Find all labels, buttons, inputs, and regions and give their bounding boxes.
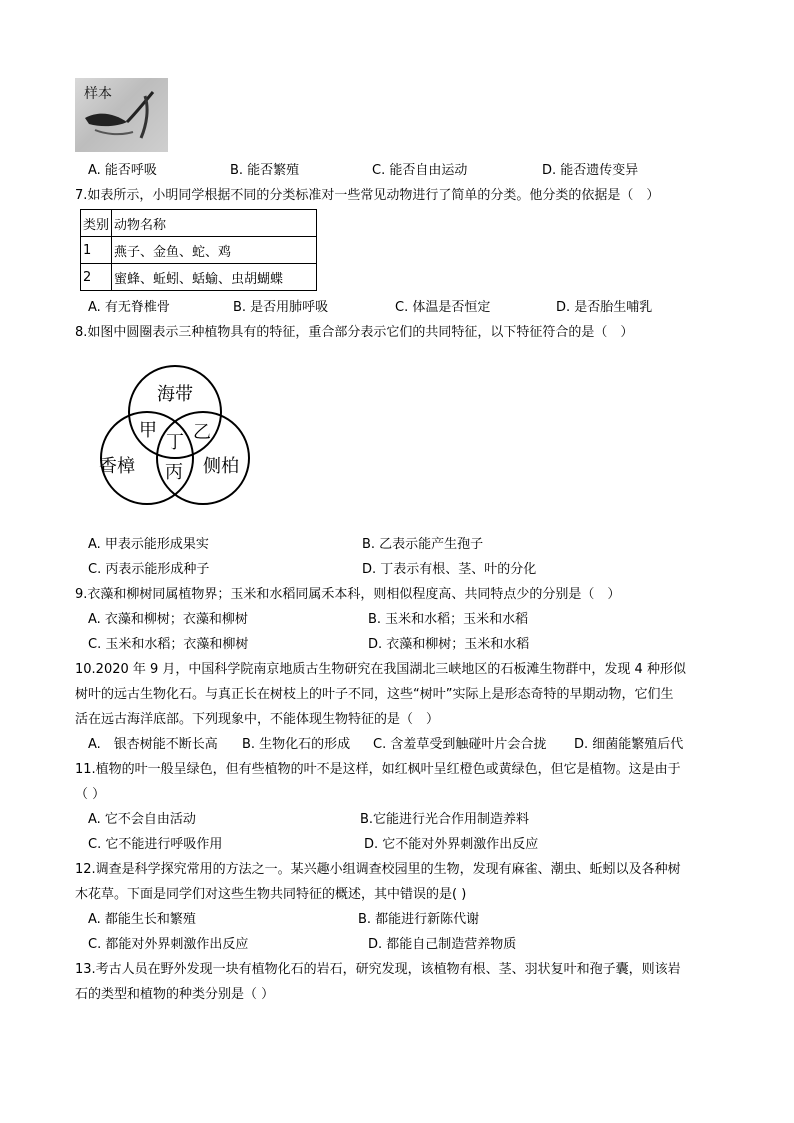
table-header-row xyxy=(81,210,317,237)
q10-option-d: D. 细菌能繁殖后代 xyxy=(574,737,684,752)
q12-option-b: B. 都能进行新陈代谢 xyxy=(358,912,480,927)
q9-option-a: A. 衣藻和柳树；衣藻和柳树 xyxy=(88,612,248,627)
q10-line-1: 10.2020 年 9 月，中国科学院南京地质古生物研究在我国湖北三峡地区的石板滩生物群中，发现 4 种形似 xyxy=(75,662,686,677)
table-cell: 燕子、金鱼、蛇、鸡 xyxy=(112,237,317,264)
classification-table xyxy=(80,209,317,291)
q10-option-a: A. 银杏树能不断长高 xyxy=(88,737,218,752)
table-cell: 1 xyxy=(81,237,112,264)
q9-option-c: C. 玉米和水稻；衣藻和柳树 xyxy=(88,637,249,652)
venn-region-yi: 乙 xyxy=(193,422,211,443)
q6-option-c: C. 能否自由运动 xyxy=(372,163,468,178)
q11-option-b: B.它能进行光合作用制造养料 xyxy=(360,812,530,827)
q8-option-a: A. 甲表示能形成果实 xyxy=(88,537,209,552)
table-header-cell: 动物名称 xyxy=(112,210,317,237)
q10-option-c: C. 含羞草受到触碰叶片会合拢 xyxy=(373,737,547,752)
q6-option-b: B. 能否繁殖 xyxy=(230,163,300,178)
venn-region-bing: 丙 xyxy=(165,462,183,483)
q11-option-a: A. 它不会自由活动 xyxy=(88,812,196,827)
venn-label-right: 侧柏 xyxy=(203,456,239,477)
q7-stem: 7.如表所示，小明同学根据不同的分类标准对一些常见动物进行了简单的分类。他分类的依据是（ ） xyxy=(75,188,660,203)
q7-option-d: D. 是否胎生哺乳 xyxy=(556,300,653,315)
q12-option-a: A. 都能生长和繁殖 xyxy=(88,912,196,927)
table-cell: 2 xyxy=(81,264,112,291)
q7-option-b: B. 是否用肺呼吸 xyxy=(233,300,329,315)
q12-option-d: D. 都能自己制造营养物质 xyxy=(368,937,517,952)
q12-line-1: 12.调查是科学探究常用的方法之一。某兴趣小组调查校园里的生物，发现有麻雀、潮虫、蚯蚓以及各种树 xyxy=(75,862,681,877)
venn-label-top: 海带 xyxy=(157,384,193,405)
q9-stem: 9.衣藻和柳树同属植物界；玉米和水稻同属禾本科，则相似程度高、共同特点少的分别是（ ） xyxy=(75,587,621,602)
q10-option-b: B. 生物化石的形成 xyxy=(242,737,351,752)
q13-line-1: 13.考古人员在野外发现一块有植物化石的岩石，研究发现，该植物有根、茎、羽状复叶和孢子囊，则该岩 xyxy=(75,962,681,977)
q10-line-2: 树叶的远古生物化石。与真正长在树枝上的叶子不同，这些“树叶”实际上是形态奇特的早期动物，它们生 xyxy=(75,687,674,702)
q7-option-c: C. 体温是否恒定 xyxy=(395,300,491,315)
q7-option-a: A. 有无脊椎骨 xyxy=(88,300,170,315)
venn-region-ding: 丁 xyxy=(166,432,184,453)
table-row xyxy=(81,237,317,264)
q13-line-2: 石的类型和植物的种类分别是（ ） xyxy=(75,987,275,1002)
table-header-cell: 类别 xyxy=(81,210,112,237)
q12-option-c: C. 都能对外界刺激作出反应 xyxy=(88,937,249,952)
q12-line-2: 木花草。下面是同学们对这些生物共同特征的概述，其中错误的是( ) xyxy=(75,887,467,902)
q11-option-d: D. 它不能对外界刺激作出反应 xyxy=(364,837,539,852)
venn-diagram xyxy=(95,362,255,507)
q8-option-b: B. 乙表示能产生孢子 xyxy=(362,537,484,552)
q11-option-c: C. 它不能进行呼吸作用 xyxy=(88,837,223,852)
q11-line-2: （ ） xyxy=(75,787,106,802)
q9-option-d: D. 衣藻和柳树；玉米和水稻 xyxy=(368,637,530,652)
q10-line-3: 活在远古海洋底部。下列现象中，不能体现生物特征的是（ ） xyxy=(75,712,440,727)
q6-option-a: A. 能否呼吸 xyxy=(88,163,157,178)
q8-option-d: D. 丁表示有根、茎、叶的分化 xyxy=(362,562,537,577)
q6-option-d: D. 能否遗传变异 xyxy=(542,163,639,178)
venn-region-jia: 甲 xyxy=(139,420,157,441)
table-row xyxy=(81,264,317,291)
q11-line-1: 11.植物的叶一般呈绿色，但有些植物的叶不是这样，如红枫叶呈红橙色或黄绿色，但它是植物。这是由于 xyxy=(75,762,681,777)
q8-stem: 8.如图中圆圈表示三种植物具有的特征，重合部分表示它们的共同特征，以下特征符合的是（ ） xyxy=(75,325,634,340)
q8-option-c: C. 丙表示能形成种子 xyxy=(88,562,210,577)
venn-label-left: 香樟 xyxy=(99,456,135,477)
q9-option-b: B. 玉米和水稻；玉米和水稻 xyxy=(368,612,529,627)
sample-photo xyxy=(75,78,168,152)
sample-label: 样本 xyxy=(84,86,112,102)
table-cell: 蜜蜂、蚯蚓、蛞蝓、虫胡蝴蝶 xyxy=(112,264,317,291)
